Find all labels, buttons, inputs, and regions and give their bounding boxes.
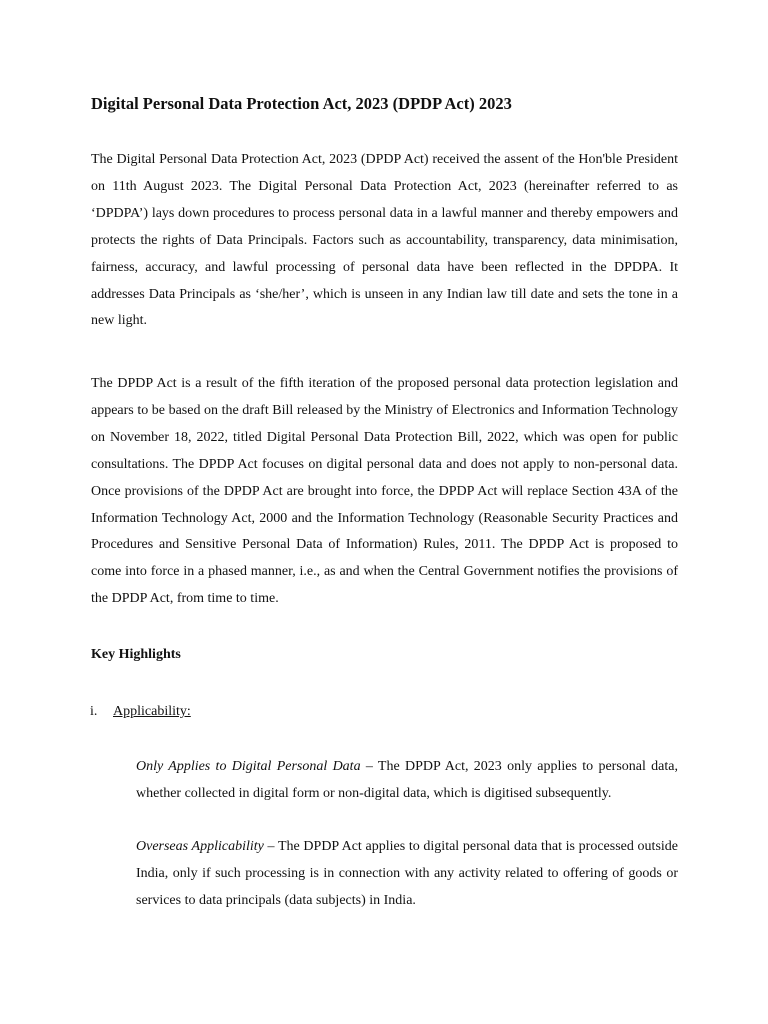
document-title: Digital Personal Data Protection Act, 2023 (DPDP Act) 2023 [91, 94, 512, 113]
background-paragraph: The DPDP Act is a result of the fifth iteration of the proposed personal data protection legislation and appears to be based on the draft Bill released by the Ministry of Electronics and Information Technology on November 18, 2022, titled Digital Personal Data Protection Bill, 2022, which was open for public consultations. The DPDP Act focuses on digital personal data and does not apply to non-personal data. Once provisions of the DPDP Act are brought into force, the DPDP Act will replace Section 43A of the Information Technology Act, 2000 and the Information Technology (Reasonable Security Practices and Procedures and Sensitive Personal Data of Information) Rules, 2011. The DPDP Act is proposed to come into force in a phased manner, i.e., as and when the Central Government notifies the provisions of the DPDP Act, from time to time. [91, 376, 678, 607]
overseas-applicability-text: – The DPDP Act applies to digital personal data that is processed outside India, only if such processing is in connection with any activity related to offering of goods or services to data principals (data subjects) in India. [136, 839, 679, 908]
key-highlights-heading: Key Highlights [91, 647, 181, 662]
overseas-applicability-term: Overseas Applicability [136, 839, 264, 854]
highlight-item-applicability [90, 702, 191, 722]
digital-data-term: Only Applies to Digital Personal Data [136, 759, 361, 774]
overseas-applicability-point [136, 834, 678, 915]
intro-paragraph: The Digital Personal Data Protection Act, 2023 (DPDP Act) received the assent of the Hon'ble President on 11th August 2023. The Digital Personal Data Protection Act, 2023 (hereinafter referred to as ‘DPDPA’) lays down procedures to process personal data in a lawful manner and thereby empowers and protects the rights of Data Principals. Factors such as accountability, transparency, data minimisation, fairness, accuracy, and lawful processing of personal data have been reflected in the DPDPA. It addresses Data Principals as ‘she/her’, which is unseen in any Indian law till date and sets the tone in a new light. [91, 152, 678, 329]
digital-data-point [136, 754, 678, 808]
applicability-label: Applicability: [113, 704, 191, 719]
list-numeral: i. [90, 704, 98, 719]
digital-data-text: – The DPDP Act, 2023 only applies to personal data, whether collected in digital form or non-digital data, which is digitised subsequently. [136, 759, 678, 801]
